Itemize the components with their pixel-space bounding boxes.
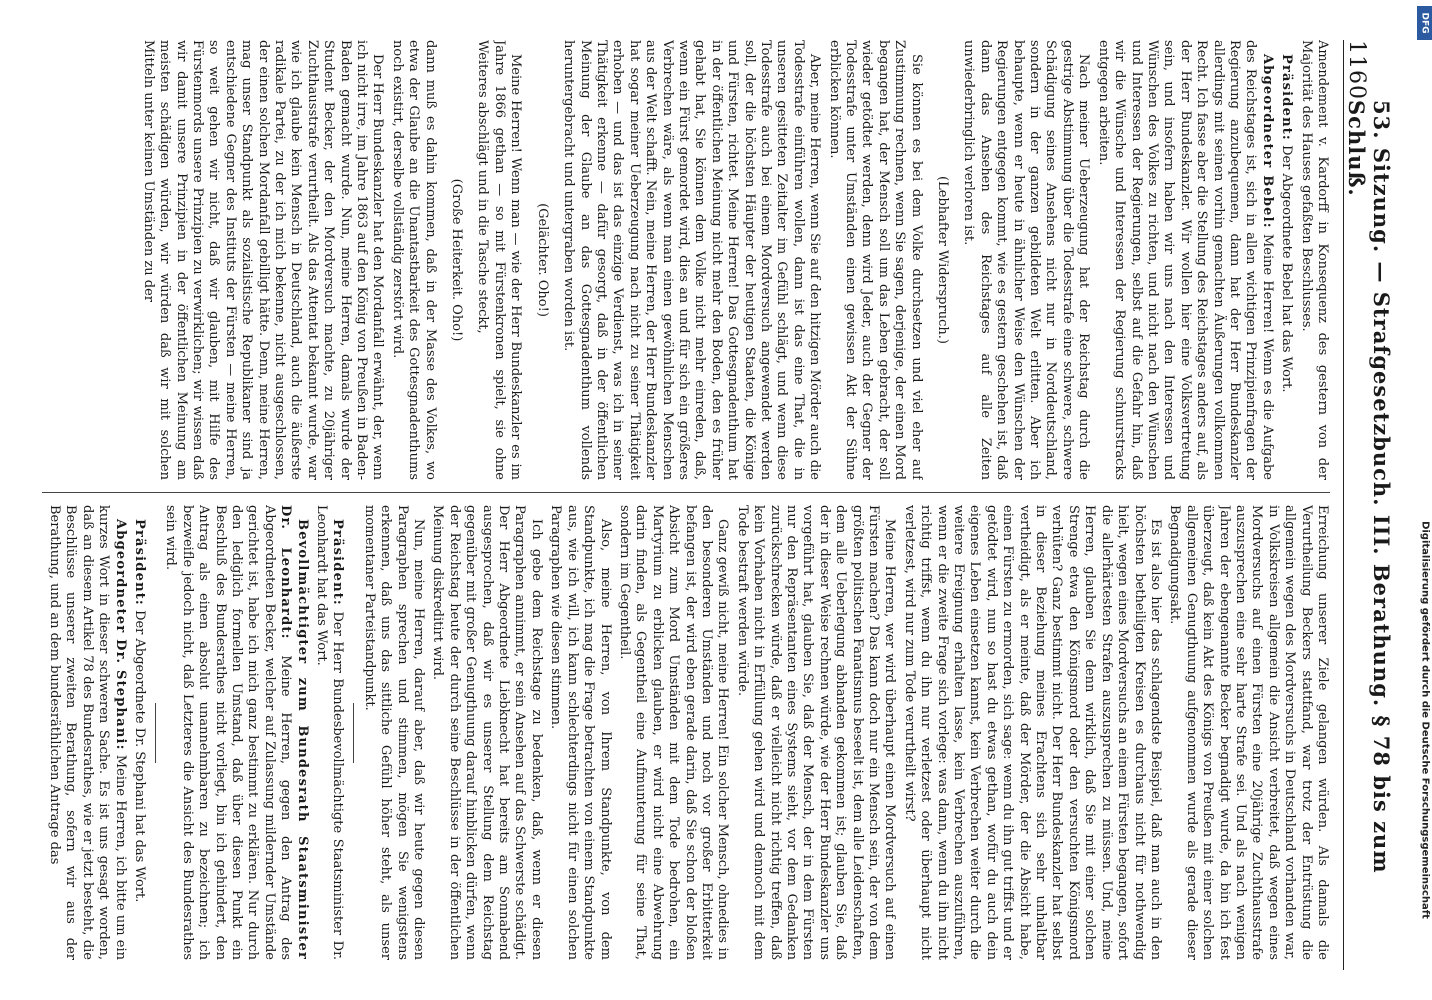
paragraph xyxy=(1278,40,1294,480)
paragraph xyxy=(733,505,897,960)
stage-direction xyxy=(533,40,549,480)
paragraph-text: Der Abgeordnete Dr. Stephani hat das Wort. xyxy=(131,610,147,903)
speaker-name: Präsident: xyxy=(131,519,147,606)
paragraph xyxy=(429,505,544,960)
paragraph-text: Erreichung unserer Ziele gelangen würden. Als damals die Verurtheilung Beckers stattfand, war trotz der Entrüstung die allgemein wegen des Mordversuchs in Deutschland vorhanden war, in Volkskreisen allgemein die Ansicht verbreitet, daß wegen eines Mordversuchs auf einen Fürsten eine 20jährige Zuchthausstrafe auszusprechen eine sehr harte Strafe sei. Und als nach wenigen Jahren der ebengenannte Becker begnadigt wurde, da bin ich fest überzeugt, daß kein Akt des Königs von Preußen mit einer solchen allgemeinen Genugthuung aufgenommen wurde als gerade dieser Begnadigungsakt. xyxy=(1167,505,1330,960)
paragraph xyxy=(960,40,1091,480)
paragraph-text: (Große Heiterkeit. Oho!) xyxy=(449,178,465,342)
paragraph-text: (Gelächter. Oho!) xyxy=(534,203,550,317)
digitization-note: Digitalisierung gefördert durch die Deutsche Forschungsgemeinschaft xyxy=(1419,521,1431,919)
left-column xyxy=(42,40,1330,480)
digitization-sidebar xyxy=(1417,0,1432,1000)
paragraph-text: Der Herr Bundesbevollmächtigte Staatsminister Dr. Leonhardt hat das Wort. xyxy=(314,505,346,960)
paragraph xyxy=(388,40,437,480)
paragraph xyxy=(560,40,823,480)
paragraph-text: Der Abgeordnete Bebel hat das Wort. xyxy=(1279,145,1295,393)
paragraph-text: Ich gebe dem Reichstage zu bedenken, daß, wenn er diesen Paragraphen annimmt, er sein Ansehen auf das Schwerste schädigt. Der Herr Abgeordnete Liebknecht hat bereits am Sonnabend ausgesprochen, daß wir es unserer Stellung dem Reichstag gegenüber mit großer Genugthuung darauf hinblicken dürfen, wenn der Reichstag heute der durch seine Beschlüsse in der öffentlichen Meinung diskreditirt wird. xyxy=(430,505,544,960)
paragraph-text: Meine Herren, gegen den Antrag des Abgeordneten Becker, welcher auf Zulassung mildernder Umstände gerichtet ist, habe ich mich ganz bestimmt zu erklären. Nur durch den lediglich formellen Umstand, daß über diesen Punkt ein Beschluß des Bundesrathes nicht vorliegt, bin ich gehindert, den Antrag als einen absolut unannehmbaren zu bezeichnen; ich bezweifle jedoch nicht, daß Letzteres die Ansicht des Bundesrathes sein wird. xyxy=(163,505,294,960)
stage-direction xyxy=(448,40,464,480)
page-header xyxy=(1343,40,1394,970)
column-divider xyxy=(42,492,1330,493)
paragraph xyxy=(825,40,923,480)
speaker-name: Bevollmächtigter zum Bundesrath Staatsminister Dr. Leonhardt: xyxy=(278,505,310,960)
paragraph xyxy=(474,40,523,480)
right-column xyxy=(42,505,1330,960)
speaker-name: Präsident: xyxy=(330,519,346,606)
paragraph-text: Meine Herren! Wenn es die Aufgabe des Reichstages ist, sich in allen wichtigen Prinzipienfragen der Regierung anzubequemen, dann hat der Herr Bundeskanzler allerdings mit seinen vorhin gemachten Äußerungen vollkommen Recht. Ich fasse aber die Stellung des Reichstages anders auf, als der Herr Bundeskanzler. Wir wollen hier eine Volksvertretung sein, und insofern haben wir uns nach den Interessen und Wünschen des Volkes zu richten, und nicht nach den Wünschen und Interessen der Regierungen, selbst auf die Gefahr hin, daß wir die Wünsche und Interessen der Regierung schnurstracks entgegen arbeiten. xyxy=(1095,40,1275,480)
paragraph xyxy=(139,40,385,480)
paragraph-text: Der Herr Bundeskanzler hat den Mordanfall erwähnt, der, wenn ich nicht irre, im Jahre 1863 auf den König von Preußen in Baden-Baden gemacht wurde. Nun, meine Herren, damals wurde der Student Becker, der den Mordversuch machte, zu 20jähriger Zuchthausstrafe verurtheilt. Als das Attentat bekannt wurde, war wie ich glaube kein Mensch in Deutschland, auch die äußerste radikale Partei, zu der ich mich bekenne, nicht ausgeschlossen, der einen solchen Mordanfall gebilligt hätte. Denn, meine Herren, mag unser Standpunkt als sozialistische Republikaner sind ja entschiedene Gegner des Instituts der Fürsten — meine Herren, so weit gehen wir nicht, daß wir glauben, mit Hilfe des Fürstenmords unsere Prinzipien zu verwirklichen; wir wissen daß wir damit unsere Prinzipien in der öffentlichen Meinung am meisten schädigen würden, wir würden daß wir mit solchen Mitteln unter keinen Umständen zu der xyxy=(140,40,386,480)
paragraph-text: Also, meine Herren, von Ihrem Standpunkte, von dem Standpunkte, ich mag die Frage betrachten von einem Standpunkte aus, wie ich will, ich kann schlechterdings nicht für einen solchen Paragraphen wie diesen stimmen. xyxy=(548,505,613,960)
paragraph xyxy=(1297,40,1330,480)
paragraph xyxy=(616,505,731,960)
paragraph xyxy=(1166,505,1330,960)
speaker-name: Abgeordneter Dr. Stephani: xyxy=(112,519,128,751)
document-page xyxy=(12,0,1412,1000)
section-separator xyxy=(155,703,156,763)
stage-direction xyxy=(934,40,950,480)
page-number: 1160 xyxy=(1344,40,1369,100)
paragraph-text: Aber, meine Herren, wenn Sie auf den hitzigen Mörder auch die Todesstrafe einführen wollen, dann ist das eine That, die in unseren gesitteten Zeitalter im Gefühl schlägt, und wenn diese Todesstrafe auch bei einem Mordversuch angewendet werden soll, der die höchsten Häupter der heutigen Staaten, die Könige und Fürsten, richtet. Meine Herren! Das Gottesgnadenthum hat in der öffentlichen Meinung nicht mehr den Boden, den es früher gehabt hat, Sie können dem Volke nicht mehr einreden, daß, wenn ein Fürst gemordet wird, dies an und für sich ein größeres Verbrechen wäre, als wenn man einen gewöhnlichen Menschen aus der Welt schafft. Nein, meine Herren, der Herr Bundeskanzler hat sogar meiner Ueberzeugung nach nicht zu seiner Thätigkeit erhoben — und das ist das einzige Verdienst, was ich in seiner Thätigkeit erkenne — dafür gesorgt, daß in der öffentlichen Meinung der Glaube an das Gottesgnadenthum vollends heruntergebracht und untergraben worden ist. xyxy=(561,40,823,480)
paragraph xyxy=(313,505,346,960)
paragraph xyxy=(360,505,426,960)
running-title: 53. Sitzung. — Strafgesetzbuch. III. Berathung. § 78 bis zum Schluß. xyxy=(1344,100,1394,874)
paragraph xyxy=(46,505,128,960)
paragraph xyxy=(162,505,310,960)
paragraph-text: Ganz gewiß nicht, meine Herren! Ein solcher Mensch, ohnedies in den besonderen Umständen und noch vor großer Erbitterkeit befangen ist, der wird eben gerade darin, daß Sie schon der bloßen Absicht zum Mord Umständen mit dem Tode bedrohen, ein Martyrium zu erblicken glauben, er wird nicht eine Abwehrung darin finden, als Gegentheil eine Aufmunterung für seine That, sondern im Gegentheil. xyxy=(616,505,731,960)
paragraph-text: (Lebhafter Widerspruch.) xyxy=(935,176,951,344)
paragraph-text: Nun, meine Herren, darauf aber, daß wir heute gegen diesen Paragraphen sprechen und stimmen, mögen Sie wenigstens erkennen, daß uns das sittliche Gefühl höher steht, als unser momentaner Parteistandpunkt. xyxy=(361,505,427,960)
paragraph-text: Nach meiner Ueberzeugung hat der Reichstag durch die gestrige Abstimmung über die Todesstrafe eine schwere, schwere Schädigung seines Ansehens nicht nur in Norddeutschland, sondern in der ganzen gebildeten Welt erlitten. Aber ich behaupte, wenn er heute in ähnlicher Weise den Wünschen der Regierungen entgegen kommt, wie es gestern geschehen ist, daß dann das Ansehen des Reichstages auf alle Zeiten unwiederbringlich verloren ist. xyxy=(961,40,1092,480)
paragraph xyxy=(1094,40,1274,480)
paragraph-text: Meine Herren, wer wird überhaupt einen Mordversuch auf einen Fürsten machen? Das kann doch nur ein Mensch sein, der von dem größten politischen Fanatismus beseelt ist, dem alle Leidenschaften, dem alle Ueberlegung abhanden gekommen ist; glauben Sie, daß der in dieser Weise rechnen würde, wie der Herr Bundeskanzler uns vorgeführt hat, glauben Sie, daß der Mensch, der in dem Fürsten nur den Repräsentanten eines Systems sieht, vor dem Gedanken zurückschrecken würde, daß er vielleicht nicht richtig treffen, daß kein Vorhaben nicht in Erfüllung gehen wird und dennoch mit dem Tode bestraft werden würde. xyxy=(734,505,898,960)
dfg-logo: DFG xyxy=(1417,6,1432,40)
paragraph-text: Amendement v. Kardorff in Konsequenz des gestern von der Majorität des Hauses gefaßten Beschlusses. xyxy=(1298,40,1330,480)
paragraph-text: dann muß es dahin kommen, daß in der Masse des Volkes, wo etwa der Glaube an die Unantastbarkeit des Gottesgnadenthums noch existirt, derselbe vollständig zerstört wird. xyxy=(389,40,438,480)
paragraph xyxy=(131,505,147,960)
speaker-name: Präsident: xyxy=(1279,54,1295,141)
paragraph xyxy=(547,505,613,960)
paragraph-text: Sie können es bei dem Volke durchsetzen und viel eher auf Zustimmung rechnen, wenn Sie sagen, derjenige, der einen Mord begangen hat, der Mensch soll um das Leben gebracht, der soll wieder getödtet werden, denn wird Jeder, auch der Gegner der Todesstrafe unter Umständen einen gewissen Akt der Sühne erblicken können. xyxy=(826,40,924,480)
paragraph-text: Meine Herren! Wenn man — wie der Herr Bundeskanzler es im Jahre 1866 gethan — so mit Fürstenkronen spielt, sie ohne Weiteres abschlägt und in die Tasche steckt, xyxy=(475,40,524,480)
section-separator xyxy=(353,703,354,763)
paragraph-text: Es ist also hier das schlagendste Beispiel, daß man auch in den höchsten betheiligten Kreisen es durchaus nicht für nothwendig hielt, wegen eines Mordversuchs an einem Fürsten begangen, sofort die allerhärtesten Strafen auszusprechen zu müssen. Und, meine Herren, glauben Sie denn wirklich, daß Sie mit einer solchen Strenge etwa den Königsmord oder den versuchten Königsmord verhüten? Ganz bestimmt nicht. Der Herr Bundeskanzler hat selbst in dieser Beziehung meines Erachtens sich sehr unhaltbar vertheidigt, als er meinte, daß der Mörder, der die Absicht habe, einen Fürsten zu ermorden, sich sage: wenn du ihn gut triffst und er getödtet wird, nun so hast du etwas gethan, wofür du auch dein eigenes Leben einsetzen kannst, kein Verbrechen weiter durch die weitere Ereignung erhalten lasse, kein Verbrechen auszuführen, wenn er die zweite Frage sich vorlege: was dann, wenn du ihn nicht richtig triffst, wenn du ihn nur verletzest oder überhaupt nicht verletzest, wird nur zum Tode verurtheilt wirst? xyxy=(901,505,1163,960)
paragraph xyxy=(900,505,1163,960)
paragraph-text: Meine Herren, ich bitte um ein kurzes Wort in dieser schweren Sache. Es ist uns gesagt worden, daß an diesem Artikel 78 des Bundesrathes, wie er jetzt besteht, die Beschlüsse unserer zweiten Berathung, sofern wir aus der Berathung, und an dem bundesräthlichen Antrage das xyxy=(46,505,128,960)
speaker-name: Abgeordneter Bebel: xyxy=(1259,54,1275,229)
